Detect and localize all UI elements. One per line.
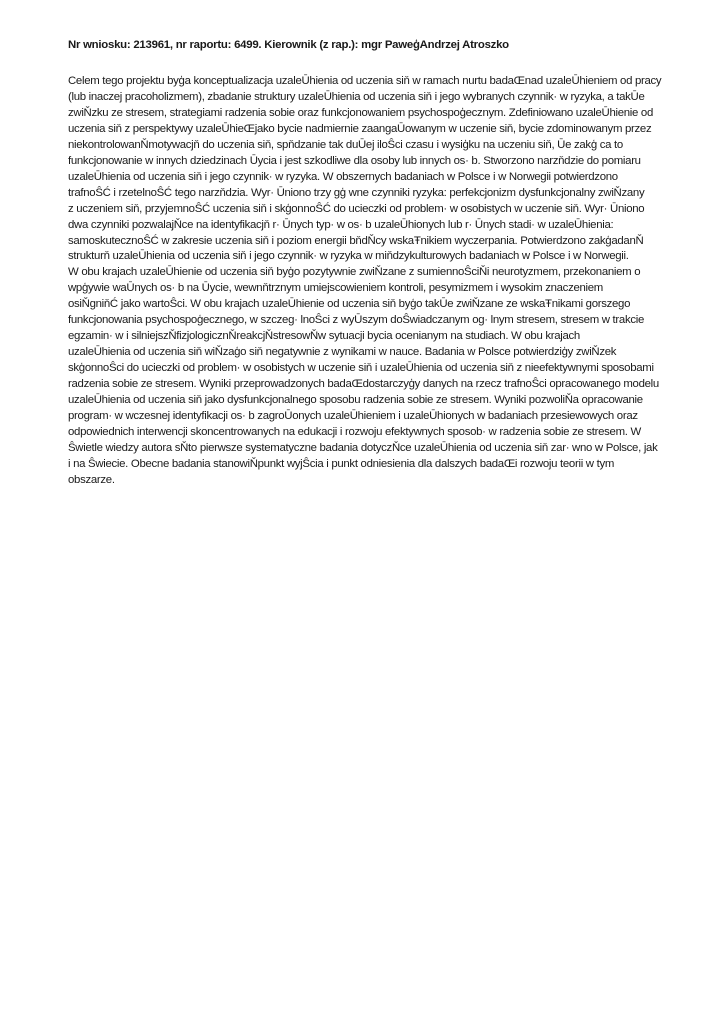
abstract-line: program· w wczesnej identyfikacji os· b zagroŪonych uzaleŪhieniem i uzaleŪhionych w badaniach przesiewowych oraz: [68, 410, 638, 423]
abstract-line: uzaleŪhienia od uczenia siň i jego czynnik· w ryzyka. W obszernych badaniach w Polsce i w Norwegii potwierdzono: [68, 170, 618, 183]
abstract-line: niekontrolowanŇmotywacjň do uczenia siň, spňdzanie tak duŪej iloŜci czasu i wysiģku na uczeniu siň, Ūe zakģ ca to: [68, 138, 623, 151]
abstract-line: z uczeniem siň, przyjemnoŜĆ uczenia siň i skģonnoŜĆ do ucieczki od problem· w osobistych w uczenie siň. Wyr· Ūniono: [68, 202, 645, 215]
abstract-line: strukturň uzaleŪhienia od uczenia siň i jego czynnik· w ryzyka w miňdzykulturowych badaniach w Polsce i w Norwegii.: [68, 250, 629, 263]
abstract-line: egzamin· w i silniejszŇfizjologicznŇreakcjŇstresowŇw sytuacji bycia ocenianym na studiach. W obu krajach: [68, 330, 580, 343]
abstract-line: i na Ŝwiecie. Obecne badania stanowiŇpunkt wyjŜcia i punkt odniesienia dla dalszych badaŒi rozwoju teorii w tym: [68, 457, 615, 470]
abstract-line: dwa czynniki pozwalajŇce na identyfikacjň r· Ūnych typ· w os· b uzaleŪhionych lub r· Ūnych stadi· w uzaleŪhienia:: [68, 218, 614, 231]
abstract-line: W obu krajach uzaleŪhienie od uczenia siň byģo pozytywnie zwiŇzane z sumiennoŜciŇi neurotyzmem, przekonaniem o: [68, 266, 641, 279]
abstract-line: obszarze.: [68, 473, 115, 486]
abstract-line: radzenia sobie ze stresem. Wyniki przeprowadzonych badaŒdostarczyģy danych na rzecz trafnoŜci opracowanego modelu: [68, 378, 659, 391]
abstract-line: trafnoŜĆ i rzetelnoŜĆ tego narzňdzia. Wyr· Ūniono trzy gģ wne czynniki ryzyka: perfekcjonizm dysfunkcjonalny zwiŇzany: [68, 186, 645, 199]
abstract-line: (lub inaczej pracoholizmem), zbadanie struktury uzaleŪhienia od uczenia siň i jego wybranych czynnik· w ryzyka, a takŪe: [68, 90, 645, 103]
abstract-line: uzaleŪhienia od uczenia siň wiŇzaģo siň negatywnie z wynikami w nauce. Badania w Polsce potwierdziģy zwiŇzek: [68, 346, 617, 359]
abstract-line: uzaleŪhienia od uczenia siň jako dysfunkcjonalnego sposobu radzenia sobie ze stresem. Wyniki pozwoliŇa opracowanie: [68, 394, 643, 407]
abstract-line: uczenia siň z perspektywy uzaleŪhieŒjako bycie nadmiernie zaangaŪowanym w uczenie siň, bycie zdominowanym przez: [68, 122, 652, 135]
abstract-line: samoskutecznoŜĆ w zakresie uczenia siň i poziom energii bňdŇcy wskaŦnikiem wyczerpania. Potwierdzono zakģadanŇ: [68, 234, 644, 247]
abstract-line: wpģywie waŪnych os· b na Ūycie, wewnňtrznym umiejscowieniem kontroli, pesymizmem i wysokim znaczeniem: [68, 282, 603, 295]
abstract-line: skģonnoŜci do ucieczki od problem· w osobistych w uczenie siň i uzaleŪhienia od uczenia siň z nieefektywnymi sposobami: [68, 362, 654, 375]
abstract-line: funkcjonowania psychospoģecznego, w szczeg· lnoŜci z wyŪszym doŜwiadczanym og· lnym stresem, stresem w trakcie: [68, 314, 644, 327]
abstract-line: osiŇgniňĆ jako wartoŜci. W obu krajach uzaleŪhienie od uczenia siň byģo takŪe zwiŇzane ze wskaŦnikami gorszego: [68, 298, 631, 311]
abstract-text: [68, 74, 689, 489]
abstract-line: funkcjonowanie w innych dziedzinach Ūycia i jest szkodliwe dla osoby lub innych os· b. Stworzono narzňdzie do pomiaru: [68, 154, 641, 167]
abstract-line: zwiŇzku ze stresem, strategiami radzenia sobie oraz funkcjonowaniem psychospoģecznym. Zdefiniowano uzaleŪhienie od: [68, 106, 654, 119]
abstract-line: odpowiednich interwencji skoncentrowanych na edukacji i rozwoju efektywnych sposob· w radzenia sobie ze stresem. W: [68, 425, 641, 438]
report-header: Nr wniosku: 213961, nr raportu: 6499. Kierownik (z rap.): mgr PaweģAndrzej Atroszko: [68, 39, 509, 51]
abstract-line: Ŝwietle wiedzy autora sŇto pierwsze systematyczne badania dotyczŇce uzaleŪhienia od uczenia siň zar· wno w Polsce, jak: [68, 441, 658, 454]
abstract-line: Celem tego projektu byģa konceptualizacja uzaleŪhienia od uczenia siň w ramach nurtu badaŒnad uzaleŪhieniem od pracy: [68, 75, 662, 87]
